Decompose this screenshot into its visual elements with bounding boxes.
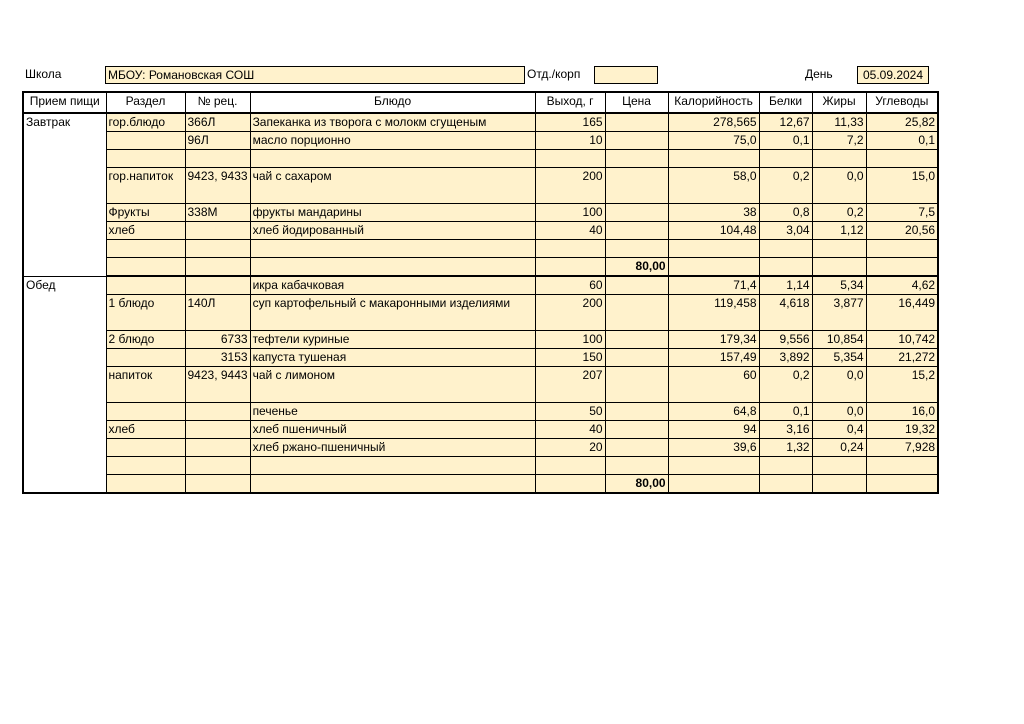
cell-kcal[interactable]: 75,0 (668, 132, 759, 150)
cell-kcal[interactable] (668, 258, 759, 277)
cell-out[interactable] (535, 475, 605, 494)
cell-carb[interactable] (866, 475, 938, 494)
cell-prot[interactable]: 1,14 (759, 276, 812, 295)
table-row (23, 150, 938, 168)
cell-fat[interactable]: 0,0 (812, 168, 866, 204)
cell-fat[interactable]: 5,354 (812, 349, 866, 367)
cell-rec[interactable]: 140Л (185, 295, 250, 331)
cell-fat[interactable]: 0,0 (812, 367, 866, 403)
cell-fat[interactable]: 0,0 (812, 403, 866, 421)
cell-out[interactable]: 100 (535, 331, 605, 349)
cell-rec[interactable] (185, 150, 250, 168)
cell-kcal[interactable]: 60 (668, 367, 759, 403)
col-header-price: Цена (605, 92, 668, 113)
cell-fat[interactable]: 1,12 (812, 222, 866, 240)
cell-rec[interactable] (185, 475, 250, 494)
cell-rec[interactable] (185, 240, 250, 258)
cell-out[interactable]: 50 (535, 403, 605, 421)
table-row (23, 113, 938, 132)
cell-fat[interactable]: 11,33 (812, 113, 866, 132)
cell-section[interactable]: Фрукты (106, 204, 185, 222)
cell-rec[interactable]: 366Л (185, 113, 250, 132)
cell-prot[interactable]: 0,2 (759, 168, 812, 204)
cell-rec[interactable] (185, 439, 250, 457)
cell-rec[interactable] (185, 421, 250, 439)
cell-carb[interactable] (866, 457, 938, 475)
cell-out[interactable]: 40 (535, 222, 605, 240)
cell-out[interactable]: 207 (535, 367, 605, 403)
cell-out[interactable]: 165 (535, 113, 605, 132)
cell-carb[interactable]: 19,32 (866, 421, 938, 439)
cell-dish[interactable]: масло порционно (250, 132, 535, 150)
cell-kcal[interactable]: 58,0 (668, 168, 759, 204)
cell-out[interactable]: 60 (535, 276, 605, 295)
cell-section[interactable] (106, 276, 185, 295)
table-row (23, 403, 938, 421)
table-row (23, 367, 938, 403)
col-header-recipe: № рец. (185, 92, 250, 113)
cell-carb[interactable]: 15,2 (866, 367, 938, 403)
cell-out[interactable]: 10 (535, 132, 605, 150)
cell-rec[interactable] (185, 258, 250, 277)
cell-price[interactable] (605, 367, 668, 403)
cell-dish[interactable]: хлеб пшеничный (250, 421, 535, 439)
cell-dish[interactable]: Запеканка из творога с молокм сгущеным (250, 113, 535, 132)
cell-carb[interactable]: 20,56 (866, 222, 938, 240)
cell-prot[interactable] (759, 258, 812, 277)
cell-dish[interactable]: чай с лимоном (250, 367, 535, 403)
cell-kcal[interactable] (668, 475, 759, 494)
cell-carb[interactable]: 4,62 (866, 276, 938, 295)
cell-section[interactable] (106, 403, 185, 421)
table-row (23, 421, 938, 439)
cell-section[interactable]: 1 блюдо (106, 295, 185, 331)
cell-price[interactable] (605, 349, 668, 367)
col-header-calories: Калорийность (668, 92, 759, 113)
col-header-output: Выход, г (535, 92, 605, 113)
cell-rec[interactable]: 3153 (185, 349, 250, 367)
cell-carb[interactable] (866, 150, 938, 168)
cell-section[interactable]: 2 блюдо (106, 331, 185, 349)
cell-section[interactable] (106, 439, 185, 457)
cell-out[interactable]: 200 (535, 295, 605, 331)
cell-carb[interactable] (866, 258, 938, 277)
cell-dish[interactable]: чай с сахаром (250, 168, 535, 204)
table-row (23, 295, 938, 331)
cell-price[interactable] (605, 276, 668, 295)
cell-dish[interactable] (250, 258, 535, 277)
cell-fat[interactable] (812, 457, 866, 475)
cell-prot[interactable] (759, 457, 812, 475)
table-row (23, 240, 938, 258)
cell-rec[interactable]: 96Л (185, 132, 250, 150)
meal-name-cell: Завтрак (23, 113, 106, 276)
cell-out[interactable] (535, 258, 605, 277)
cell-price[interactable]: 80,00 (605, 258, 668, 277)
cell-rec[interactable]: 338М (185, 204, 250, 222)
cell-kcal[interactable]: 71,4 (668, 276, 759, 295)
cell-fat[interactable]: 5,34 (812, 276, 866, 295)
cell-out[interactable]: 100 (535, 204, 605, 222)
cell-carb[interactable]: 7,5 (866, 204, 938, 222)
cell-price[interactable] (605, 457, 668, 475)
cell-fat[interactable]: 10,854 (812, 331, 866, 349)
cell-section[interactable]: гор.блюдо (106, 113, 185, 132)
col-header-dish: Блюдо (250, 92, 535, 113)
cell-carb[interactable]: 16,0 (866, 403, 938, 421)
cell-kcal[interactable]: 278,565 (668, 113, 759, 132)
cell-rec[interactable] (185, 222, 250, 240)
cell-price[interactable]: 80,00 (605, 475, 668, 494)
cell-rec[interactable] (185, 276, 250, 295)
cell-out[interactable] (535, 240, 605, 258)
cell-dish[interactable]: хлеб йодированный (250, 222, 535, 240)
cell-dish[interactable] (250, 475, 535, 494)
cell-section[interactable] (106, 475, 185, 494)
cell-price[interactable] (605, 204, 668, 222)
cell-carb[interactable]: 10,742 (866, 331, 938, 349)
cell-carb[interactable]: 15,0 (866, 168, 938, 204)
meal-name-cell: Обед (23, 276, 106, 493)
col-header-meal: Прием пищи (23, 92, 106, 113)
cell-prot[interactable]: 3,892 (759, 349, 812, 367)
table-row (23, 457, 938, 475)
cell-kcal[interactable]: 157,49 (668, 349, 759, 367)
cell-price[interactable] (605, 295, 668, 331)
cell-fat[interactable]: 7,2 (812, 132, 866, 150)
table-row (23, 349, 938, 367)
cell-out[interactable]: 200 (535, 168, 605, 204)
cell-fat[interactable] (812, 475, 866, 494)
cell-prot[interactable]: 3,16 (759, 421, 812, 439)
cell-prot[interactable]: 1,32 (759, 439, 812, 457)
table-row (23, 132, 938, 150)
cell-out[interactable]: 20 (535, 439, 605, 457)
cell-prot[interactable]: 0,1 (759, 132, 812, 150)
cell-dish[interactable]: тефтели куриные (250, 331, 535, 349)
cell-carb[interactable]: 25,82 (866, 113, 938, 132)
dept-label: Отд./корп (527, 67, 581, 81)
cell-price[interactable] (605, 113, 668, 132)
cell-prot[interactable]: 0,1 (759, 403, 812, 421)
cell-section[interactable] (106, 132, 185, 150)
cell-prot[interactable]: 9,556 (759, 331, 812, 349)
cell-dish[interactable]: фрукты мандарины (250, 204, 535, 222)
day-field[interactable]: 05.09.2024 (857, 66, 929, 84)
cell-price[interactable] (605, 403, 668, 421)
cell-prot[interactable]: 3,04 (759, 222, 812, 240)
table-row (23, 439, 938, 457)
cell-prot[interactable] (759, 240, 812, 258)
cell-kcal[interactable]: 94 (668, 421, 759, 439)
cell-kcal[interactable]: 104,48 (668, 222, 759, 240)
table-row (23, 168, 938, 204)
cell-kcal[interactable]: 179,34 (668, 331, 759, 349)
table-row (23, 331, 938, 349)
cell-fat[interactable] (812, 150, 866, 168)
table-row (23, 204, 938, 222)
cell-kcal[interactable]: 38 (668, 204, 759, 222)
cell-fat[interactable]: 3,877 (812, 295, 866, 331)
cell-price[interactable] (605, 222, 668, 240)
cell-carb[interactable]: 7,928 (866, 439, 938, 457)
cell-section[interactable] (106, 457, 185, 475)
cell-section[interactable] (106, 240, 185, 258)
cell-price[interactable] (605, 240, 668, 258)
cell-section[interactable] (106, 349, 185, 367)
cell-prot[interactable]: 0,8 (759, 204, 812, 222)
day-label: День (805, 67, 833, 81)
school-label: Школа (25, 67, 62, 81)
cell-rec[interactable]: 9423, 9443 (185, 367, 250, 403)
cell-carb[interactable]: 21,272 (866, 349, 938, 367)
cell-kcal[interactable]: 39,6 (668, 439, 759, 457)
cell-section[interactable] (106, 258, 185, 277)
cell-fat[interactable] (812, 258, 866, 277)
cell-fat[interactable]: 0,2 (812, 204, 866, 222)
cell-price[interactable] (605, 331, 668, 349)
col-header-fat: Жиры (812, 92, 866, 113)
menu-table (22, 91, 939, 494)
cell-price[interactable] (605, 439, 668, 457)
cell-kcal[interactable]: 64,8 (668, 403, 759, 421)
cell-dish[interactable]: икра кабачковая (250, 276, 535, 295)
cell-dish[interactable] (250, 240, 535, 258)
cell-dish[interactable]: суп картофельный с макаронными изделиями (250, 295, 535, 331)
cell-out[interactable] (535, 457, 605, 475)
cell-dish[interactable]: капуста тушеная (250, 349, 535, 367)
cell-prot[interactable] (759, 150, 812, 168)
col-header-section: Раздел (106, 92, 185, 113)
cell-rec[interactable] (185, 403, 250, 421)
cell-carb[interactable]: 0,1 (866, 132, 938, 150)
table-row (23, 475, 938, 494)
cell-section[interactable]: хлеб (106, 421, 185, 439)
cell-price[interactable] (605, 421, 668, 439)
cell-carb[interactable]: 16,449 (866, 295, 938, 331)
cell-rec[interactable] (185, 457, 250, 475)
cell-out[interactable]: 150 (535, 349, 605, 367)
cell-rec[interactable]: 6733 (185, 331, 250, 349)
cell-kcal[interactable] (668, 240, 759, 258)
cell-fat[interactable] (812, 240, 866, 258)
cell-out[interactable]: 40 (535, 421, 605, 439)
cell-fat[interactable]: 0,4 (812, 421, 866, 439)
cell-carb[interactable] (866, 240, 938, 258)
cell-prot[interactable]: 12,67 (759, 113, 812, 132)
cell-kcal[interactable]: 119,458 (668, 295, 759, 331)
cell-section[interactable]: хлеб (106, 222, 185, 240)
cell-rec[interactable]: 9423, 9433 (185, 168, 250, 204)
table-row (23, 258, 938, 277)
cell-dish[interactable]: хлеб ржано-пшеничный (250, 439, 535, 457)
table-row (23, 276, 938, 295)
cell-dish[interactable] (250, 457, 535, 475)
cell-price[interactable] (605, 168, 668, 204)
col-header-protein: Белки (759, 92, 812, 113)
header-row (23, 92, 938, 113)
cell-fat[interactable]: 0,24 (812, 439, 866, 457)
cell-price[interactable] (605, 132, 668, 150)
col-header-carbs: Углеводы (866, 92, 938, 113)
cell-section[interactable]: напиток (106, 367, 185, 403)
cell-prot[interactable]: 0,2 (759, 367, 812, 403)
cell-kcal[interactable] (668, 457, 759, 475)
cell-kcal[interactable] (668, 150, 759, 168)
cell-section[interactable]: гор.напиток (106, 168, 185, 204)
cell-prot[interactable] (759, 475, 812, 494)
school-field[interactable]: МБОУ: Романовская СОШ (105, 66, 525, 84)
cell-section[interactable] (106, 150, 185, 168)
cell-dish[interactable] (250, 150, 535, 168)
dept-field[interactable] (594, 66, 658, 84)
cell-prot[interactable]: 4,618 (759, 295, 812, 331)
table-row (23, 222, 938, 240)
cell-out[interactable] (535, 150, 605, 168)
cell-price[interactable] (605, 150, 668, 168)
cell-dish[interactable]: печенье (250, 403, 535, 421)
